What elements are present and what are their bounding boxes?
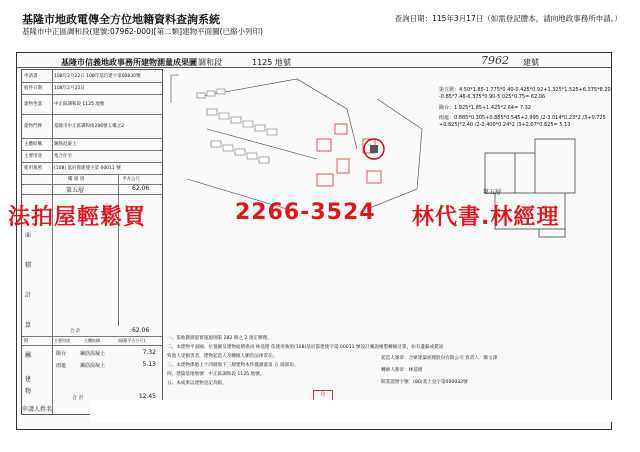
floor-header: 樓 層 別	[68, 177, 85, 182]
building-number-label: 建號	[523, 58, 539, 67]
building-survey-document	[16, 52, 612, 430]
row-label: 建物坐落	[24, 102, 42, 107]
attached-name: 雨遮	[56, 363, 67, 369]
system-title: 基隆市地政電傳全方位地籍資料查詢系統	[22, 13, 220, 26]
land-section: 調和段	[198, 58, 222, 67]
attached-structure-header: 主體結構	[84, 338, 100, 343]
row-value: 鋼筋混凝土	[54, 142, 77, 147]
row-value: 108年2月22日 108年基信建字第00830號	[54, 74, 141, 79]
section-label: 積	[25, 262, 32, 269]
attached-structure: 鋼筋混凝土	[80, 351, 106, 357]
note-line: 致他人受損害者，建物起造人及轉繪人願負法律責任。	[167, 354, 278, 359]
seal-stamp: 印	[313, 390, 333, 401]
attached-label: 屬	[25, 352, 32, 359]
title-divider	[17, 67, 611, 68]
watermark-phone: 2266-3524	[235, 200, 376, 225]
applicant-label: 申請人姓名	[22, 406, 53, 413]
info-table	[21, 69, 163, 415]
note-line: 三、本建物係地上十四層地下三層建物本件僅測量第 五 層部份。	[167, 363, 299, 368]
document-title: 基隆市信義地政事務所建物測量成果圖	[61, 58, 197, 67]
land-lot: 1125 地號	[252, 58, 291, 67]
attached-structure: 鋼筋混凝土	[80, 363, 106, 369]
area-column-divider	[118, 174, 119, 326]
handwritten-building-number: 7962	[481, 54, 509, 67]
drafter-signature: 轉繪人簽章：林基德	[381, 368, 423, 373]
attached-area: 5.13	[142, 361, 156, 368]
floor-name: 第五層	[66, 187, 85, 194]
attached-area: 7.32	[142, 349, 156, 356]
watermark-names: 林代書.林經理	[412, 205, 560, 230]
total-label: 合 計	[70, 329, 81, 334]
note-line: 一、依地籍測量實施規則第 282 條之 2 規定辦理。	[167, 336, 272, 341]
row-label: 主體結構	[24, 142, 42, 147]
document-subtitle: 基隆市中正區調和段(建號:07962-000)[第二類]建物平面圖(已縮小列印)	[22, 27, 263, 36]
attached-row	[54, 348, 160, 358]
note-line: 二、本建物平面圖、位置圖及建物面積係由 林基德 依使用執照(108)基府都建使字第 00011 號設計圖說繪製轉繪計算，如有遺漏或錯誤	[167, 345, 444, 350]
row-label: 收件日期	[24, 86, 42, 91]
attached-label: 附	[24, 339, 29, 344]
attached-area-header: 面積(平方公尺)	[118, 338, 146, 343]
total-area: 62.06	[132, 327, 150, 334]
formula-line: +0.825)*2.40 /2-2.400*0.24*2 /3+2.07*0.825= 5.13	[439, 122, 571, 128]
query-date: 查詢日期：115年3月17日（如需登記謄本，請向地政事務所申請。）	[394, 14, 622, 23]
row-value: (108) 基府都建使字第 00011 號	[54, 166, 121, 171]
row-label: 主要用途	[24, 154, 42, 159]
attached-total-label: 合 計	[72, 395, 84, 401]
attached-total: 12.45	[138, 393, 156, 400]
attached-row	[54, 360, 160, 370]
license-number: 開業證照字號：(80)基土登字第000032號	[381, 380, 468, 385]
table-row	[22, 94, 162, 115]
section-label: 計	[25, 292, 32, 299]
formula-line: 雨遮：0.885*0.305+0.885*0.545+2.995 /2-3.014*0.23*2 /3+0.725	[439, 115, 606, 121]
redaction-mask	[90, 400, 620, 422]
note-line: 四、建築基地地號：中正區調和段 1125 地號。	[167, 372, 265, 377]
row-label: 申請書	[24, 74, 38, 79]
attached-use-header: 主要用途	[54, 338, 70, 343]
area-calculation	[431, 69, 611, 319]
row-label: 使用執照	[24, 166, 42, 171]
plan-floor-label: 第五層	[483, 189, 502, 196]
row-value: 基隆市中正區調和街296號五樓之2	[54, 124, 124, 129]
row-value: 108年2月25日	[54, 86, 85, 91]
floor-row	[22, 184, 162, 195]
section-label: 面	[25, 232, 32, 239]
row-value: 集合住宅	[54, 154, 72, 159]
formula-line: 第五層：4.50*1.85-1.775*0.40-0.425*0.92+1.325*1.525+6.375*8.20	[439, 87, 611, 93]
owner-signature: 起造人簽章：合眾建築經理股份有限公司 負責人：鄭文澤	[381, 356, 498, 361]
formula-line: -0.85*7.46-6.375*0.90-5.025*0.75= 62.06	[439, 94, 546, 100]
attached-label: 建	[25, 376, 32, 383]
row-label: 建物門牌	[24, 124, 42, 129]
floor-area: 62.06	[132, 185, 150, 192]
attached-name: 陽台	[56, 351, 67, 357]
area-header: 平方公尺	[122, 177, 140, 182]
row-value: 中正區調和段 1125 地號	[54, 102, 105, 107]
note-line: 五、本成果以建物登記為限。	[167, 381, 227, 386]
attached-header-row	[22, 336, 162, 346]
watermark-text: 法拍屋輕鬆買	[8, 205, 147, 230]
attached-label: 物	[25, 388, 32, 395]
formula-line: 陽台：1.925*1.85+1.425*2.64= 7.32	[439, 105, 531, 111]
section-label: 算	[25, 322, 32, 329]
target-unit-mark	[370, 145, 378, 153]
table-row	[22, 114, 162, 139]
location-map	[167, 69, 429, 219]
